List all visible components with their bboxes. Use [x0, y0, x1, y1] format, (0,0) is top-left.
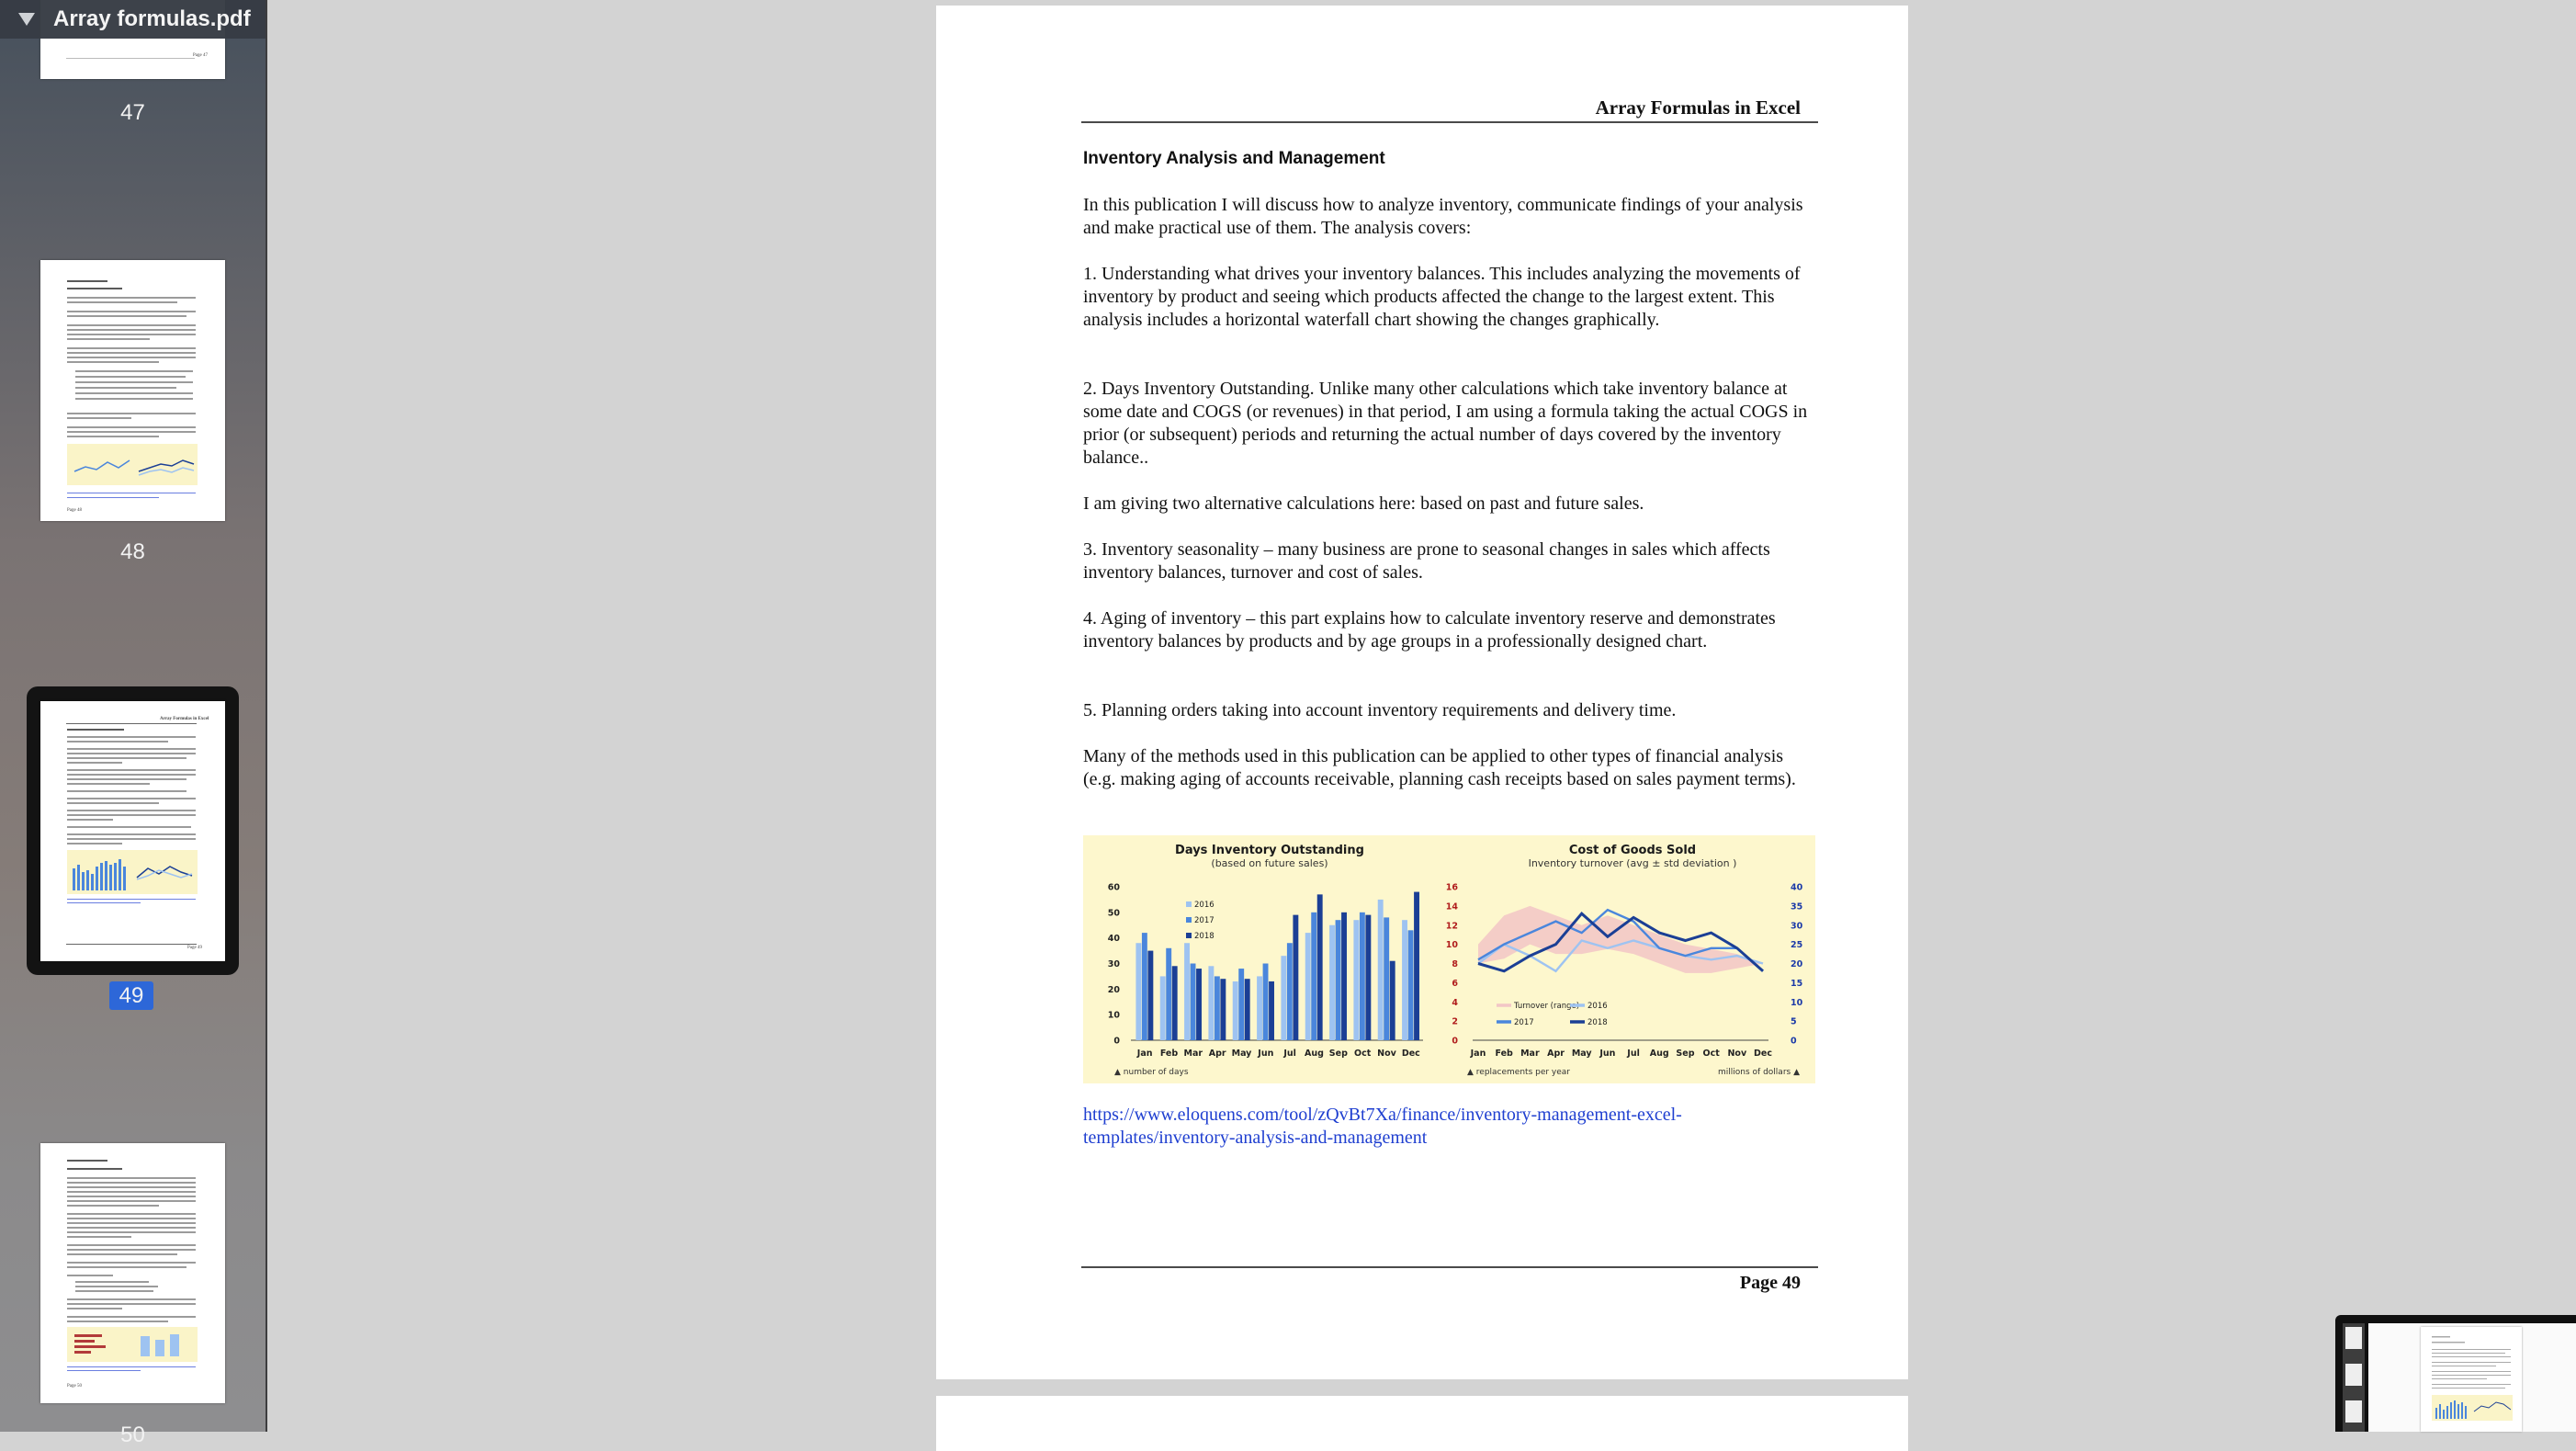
- next-page: [936, 1396, 1908, 1451]
- chart1-legend-swatch: [1186, 901, 1192, 907]
- paragraph: 3. Inventory seasonality – many business are prone to seasonal changes in sales which affects inventory balances, turnover and cost of sales.: [1083, 539, 1770, 583]
- page-number-48: 48: [120, 539, 145, 564]
- chart1-y-tick: 40: [1107, 934, 1120, 945]
- preview-page: [2421, 1327, 2522, 1432]
- paragraph: 4. Aging of inventory – this part explains how to calculate inventory reserve and demonstrates inventory balances by products and by age groups in a professionally designed chart.: [1083, 608, 1776, 652]
- chart1-x-tick: Apr: [1208, 1049, 1226, 1059]
- page-thumbnail-50[interactable]: Page 50: [40, 1143, 225, 1403]
- chart2-x-tick: Feb: [1495, 1049, 1513, 1059]
- chart1-y-tick: 60: [1107, 882, 1120, 893]
- chart1-bar: [1166, 948, 1171, 1040]
- page-thumbnail-49[interactable]: Array Formulas in Excel Page 49: [40, 701, 225, 961]
- paragraph: 2. Days Inventory Outstanding. Unlike many other calculations which take inventory balance at some date and COGS (or revenues) in that period, I am using a formula taking the actual COGS in prior (or subsequent) periods and returning the actual number of days covered by the inventory balance..: [1083, 379, 1808, 468]
- chart2-legend-label: Turnover (range): [1514, 1002, 1580, 1011]
- chart2-x-tick: Sep: [1676, 1049, 1695, 1059]
- chart1-legend-label: 2017: [1194, 916, 1215, 925]
- running-header: Array Formulas in Excel: [1595, 96, 1801, 119]
- chart2-right-tick: 30: [1791, 921, 1803, 932]
- chart1-footnote: ▲ number of days: [1114, 1068, 1189, 1077]
- chart2-left-tick: 2: [1452, 1016, 1458, 1027]
- page-thumbnail-48[interactable]: Page 48: [40, 260, 225, 521]
- inventory-charts-figure: [1083, 835, 1815, 1083]
- chart2-x-tick: Dec: [1754, 1049, 1772, 1059]
- chart1-bar: [1317, 894, 1323, 1040]
- chart2-left-tick: 12: [1445, 921, 1458, 932]
- chart1-x-tick: Mar: [1183, 1049, 1203, 1059]
- chart1-bar: [1172, 966, 1178, 1040]
- chart2-left-tick: 16: [1445, 882, 1458, 893]
- chart2-footnote-right: millions of dollars ▲: [1718, 1068, 1800, 1077]
- chart1-bar: [1257, 976, 1262, 1040]
- header-rule: [1081, 121, 1818, 123]
- chart1-bar: [1220, 979, 1226, 1040]
- chart2-x-tick: Nov: [1727, 1049, 1747, 1059]
- chart2-footnote-left: ▲ replacements per year: [1467, 1068, 1571, 1077]
- chart2-left-tick: 6: [1452, 978, 1458, 989]
- chart1-x-tick: Dec: [1401, 1049, 1420, 1059]
- chart2-x-tick: Jan: [1470, 1049, 1486, 1059]
- chart1-bar: [1311, 913, 1316, 1040]
- chart1-bar: [1365, 915, 1371, 1040]
- chart2-left-tick: 14: [1445, 901, 1458, 913]
- chart2-right-tick: 5: [1791, 1016, 1797, 1027]
- chart1-bar: [1341, 913, 1347, 1040]
- chart1-bar: [1215, 976, 1220, 1040]
- chart1-x-tick: May: [1231, 1049, 1252, 1059]
- chart1-bar: [1305, 933, 1311, 1040]
- chart2-x-tick: May: [1571, 1049, 1592, 1059]
- paragraph: Many of the methods used in this publication can be applied to other types of financial analysis (e.g. making aging of accounts receivable, planning cash receipts based on sales payment terms).: [1083, 746, 1796, 789]
- chart1-bar: [1147, 951, 1153, 1040]
- charts-svg: [1083, 835, 1815, 1083]
- chart1-legend-label: 2018: [1194, 932, 1215, 941]
- chart2-legend-label: 2017: [1514, 1018, 1534, 1027]
- paragraph: 5. Planning orders taking into account inventory requirements and delivery time.: [1083, 700, 1677, 720]
- chart1-bar: [1233, 981, 1238, 1040]
- paragraph: 1. Understanding what drives your inventory balances. This includes analyzing the movements of inventory by product and seeing which products affected the change to the largest extent. This analysis includes a horizontal waterfall chart showing the changes graphically.: [1083, 264, 1801, 330]
- chart1-y-tick: 50: [1107, 908, 1120, 919]
- chart1-y-tick: 10: [1107, 1010, 1120, 1021]
- chart1-x-tick: Jun: [1258, 1049, 1274, 1059]
- chart2-legend-label: 2016: [1587, 1002, 1608, 1011]
- chart2-left-tick: 8: [1452, 959, 1458, 969]
- document-file-name: Array formulas.pdf: [53, 6, 251, 31]
- chart1-bar: [1360, 913, 1365, 1040]
- chart2-right-tick: 15: [1791, 978, 1803, 989]
- chart1-bar: [1390, 961, 1395, 1040]
- preview-thumbnail: [2345, 1364, 2362, 1386]
- chart1-bar: [1353, 920, 1359, 1040]
- chart1-bar: [1269, 981, 1274, 1040]
- chart2-x-tick: Jun: [1599, 1049, 1616, 1059]
- chart1-legend-label: 2016: [1194, 901, 1215, 910]
- chart1-bar: [1384, 917, 1389, 1040]
- chart2-right-tick: 40: [1791, 882, 1803, 893]
- chart2-title: Cost of Goods Sold: [1568, 844, 1697, 857]
- chart1-bar: [1135, 943, 1141, 1040]
- disclosure-triangle-icon[interactable]: [18, 13, 35, 26]
- preview-thumbnail: [2345, 1327, 2362, 1349]
- page-thumbnail-47[interactable]: Page 47: [40, 0, 225, 79]
- chart2-x-tick: Mar: [1520, 1049, 1540, 1059]
- chart1-bar: [1245, 979, 1250, 1040]
- chart1-bar: [1414, 892, 1419, 1040]
- chart1-x-tick: Aug: [1305, 1049, 1324, 1059]
- chart1-bar: [1196, 969, 1202, 1040]
- chart2-x-tick: Jul: [1627, 1049, 1640, 1059]
- eloquens-link[interactable]: [1083, 1104, 1818, 1150]
- chart2-legend-label: 2018: [1587, 1018, 1608, 1027]
- chart2-right-tick: 10: [1791, 997, 1803, 1008]
- chart1-bar: [1287, 943, 1293, 1040]
- chart2-right-tick: 35: [1791, 901, 1803, 913]
- chart1-bar: [1336, 920, 1341, 1040]
- chart1-legend-swatch: [1186, 933, 1192, 938]
- page-number-47: 47: [120, 100, 145, 125]
- chart1-bar: [1293, 915, 1298, 1040]
- preview-sidebar: [2343, 1323, 2365, 1432]
- chart1-bar: [1208, 966, 1214, 1040]
- chart1-x-tick: Jan: [1136, 1049, 1153, 1059]
- chart1-bar: [1191, 964, 1196, 1041]
- chart1-bar: [1378, 900, 1384, 1040]
- footer-rule: [1081, 1266, 1818, 1268]
- chart1-bar: [1142, 933, 1147, 1040]
- chart1-y-tick: 0: [1113, 1036, 1120, 1047]
- chart2-subtitle: Inventory turnover (avg ± std deviation ): [1528, 857, 1737, 869]
- preview-main: [2368, 1323, 2576, 1432]
- chart2-right-tick: 25: [1791, 940, 1803, 951]
- thumbnail-sidebar[interactable]: [0, 0, 267, 1447]
- page-number-50: 50: [120, 1423, 145, 1447]
- document-page: [936, 6, 1908, 1379]
- chart1-y-tick: 30: [1107, 959, 1120, 969]
- chart1-x-tick: Nov: [1377, 1049, 1396, 1059]
- section-title: Inventory Analysis and Management: [1083, 149, 1385, 168]
- chart1-y-tick: 20: [1107, 984, 1120, 995]
- chart1-subtitle: (based on future sales): [1211, 857, 1328, 869]
- chart2-left-tick: 4: [1452, 997, 1458, 1008]
- paragraph: I am giving two alternative calculations here: based on past and future sales.: [1083, 493, 1644, 514]
- chart2-left-tick: 10: [1445, 940, 1458, 951]
- window-preview[interactable]: [2335, 1315, 2576, 1432]
- chart1-bar: [1238, 969, 1244, 1040]
- page-number-49: 49: [109, 981, 153, 1010]
- paragraph: In this publication I will discuss how to analyze inventory, communicate findings of your analysis and make practical use of them. The analysis covers:: [1083, 195, 1803, 238]
- chart1-x-tick: Sep: [1328, 1049, 1348, 1059]
- chart1-title: Days Inventory Outstanding: [1175, 844, 1364, 857]
- preview-thumbnail: [2345, 1400, 2362, 1423]
- chart2-right-tick: 20: [1791, 959, 1803, 969]
- chart1-bar: [1402, 920, 1407, 1040]
- link-line[interactable]: https://www.eloquens.com/tool/zQvBt7Xa/finance/inventory-management-excel-: [1083, 1105, 1682, 1125]
- chart1-legend-swatch: [1186, 917, 1192, 923]
- chart1-bar: [1184, 943, 1190, 1040]
- link-line[interactable]: templates/inventory-analysis-and-management: [1083, 1128, 1428, 1148]
- chart1-bar: [1160, 976, 1166, 1040]
- chart2-x-tick: Aug: [1649, 1049, 1669, 1059]
- chart1-x-tick: Jul: [1283, 1049, 1296, 1059]
- chart1-bar: [1281, 956, 1286, 1040]
- chart2-x-tick: Oct: [1702, 1049, 1720, 1059]
- chart1-x-tick: Feb: [1159, 1049, 1179, 1059]
- chart1-bar: [1329, 925, 1335, 1040]
- chart1-bar: [1408, 930, 1414, 1040]
- chart2-right-tick: 0: [1791, 1036, 1797, 1047]
- chart2-left-tick: 0: [1452, 1036, 1458, 1047]
- chart1-x-tick: Oct: [1354, 1049, 1372, 1059]
- chart2-x-tick: Apr: [1547, 1049, 1565, 1059]
- sidebar-header: [0, 0, 266, 39]
- chart1-bar: [1263, 964, 1269, 1041]
- page-number-footer: Page 49: [1739, 1273, 1801, 1293]
